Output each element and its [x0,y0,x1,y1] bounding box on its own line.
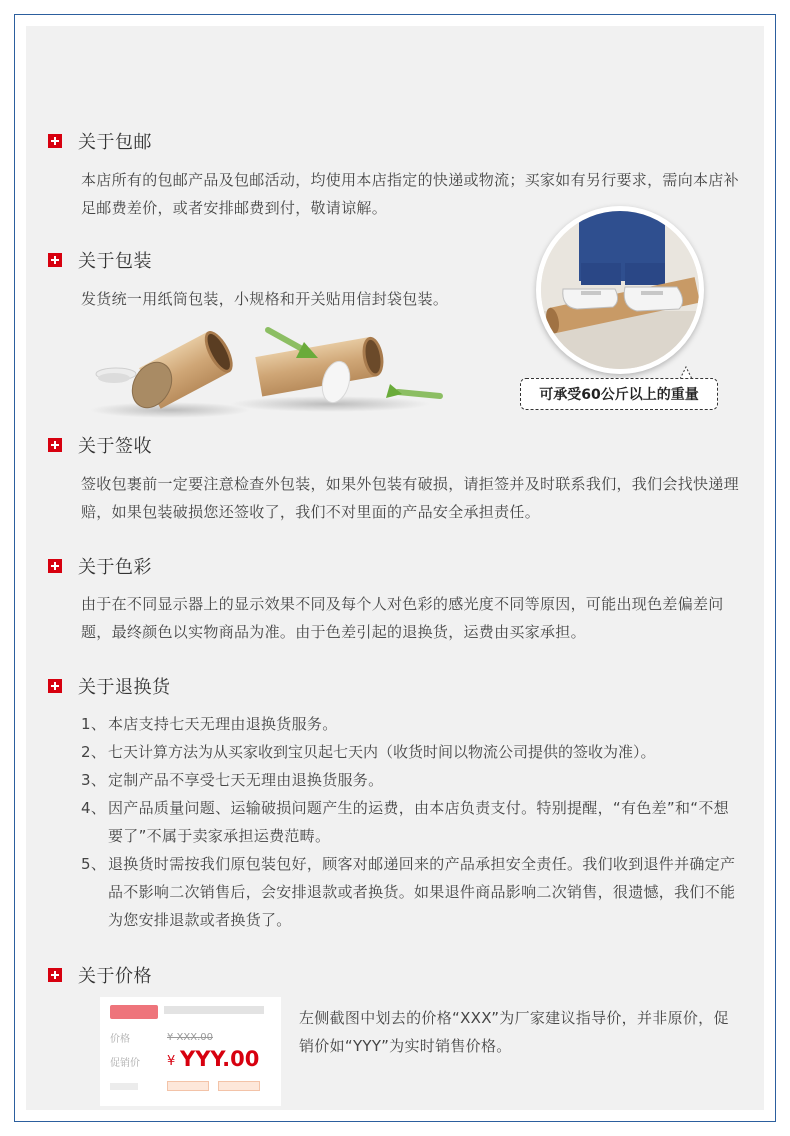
list-item [81,738,746,766]
plus-square-icon [48,438,62,452]
blurred-badge [110,1005,158,1019]
list-item-text: 定制产品不享受七天无理由退换货服务。 [108,771,384,789]
price-text: 左侧截图中划去的价格“XXX”为厂家建议指导价，并非原价，促销价如“YYY”为实时销售价格。 [299,1009,729,1055]
blurred-title [164,1006,264,1014]
plus-square-icon [48,134,62,148]
promo-label: 促销价 [110,1058,140,1069]
weight-caption: 可承受60公斤以上的重量 [520,378,718,410]
section-title-packaging [48,248,152,272]
section-title-price [48,963,152,987]
section-title-signing [48,433,152,457]
list-item-number: 1、 [81,715,107,733]
plus-square-icon [48,253,62,267]
section-title-text: 关于退换货 [78,677,171,698]
section-title-text: 关于色彩 [78,557,152,578]
list-item [81,710,741,738]
plus-square-icon [48,679,62,693]
blurred-label [110,1083,138,1090]
color-text: 由于在不同显示器上的显示效果不同及每个人对色彩的感光度不同等原因，可能出现色差偏差问题，最终颜色以实物商品为准。由于色差引起的退换货，运费由买家承担。 [81,595,724,641]
signing-text: 签收包裹前一定要注意检查外包装，如果外包装有破损，请拒签并及时联系我们，我们会找快递理赔，如果包装破损您还签收了，我们不对里面的产品安全承担责任。 [81,475,739,521]
plus-square-icon [48,559,62,573]
original-price: ¥ XXX.00 [167,1032,213,1043]
list-item [81,766,741,794]
section-title-color [48,554,152,578]
list-item-text: 退换货时需按我们原包装包好，顾客对邮递回来的产品承担安全责任。我们收到退件并确定产品不影响二次销售后，会安排退款或者换货。如果退件商品影响二次销售，很遗憾，我们不能为您安排退款或者换货了。 [108,855,736,929]
section-title-text: 关于包邮 [78,132,152,153]
section-title-text: 关于价格 [78,966,152,987]
list-item-number: 5、 [81,855,107,873]
list-item-text: 七天计算方法为从买家收到宝贝起七天内（收货时间以物流公司提供的签收为准）。 [108,743,656,761]
packaging-text: 发货统一用纸筒包装，小规格和开关贴用信封袋包装。 [81,290,449,308]
promo-price: YYY.00 [180,1047,260,1071]
list-item-number: 3、 [81,771,107,789]
price-screenshot-card [100,997,281,1106]
section-title-returns [48,674,171,698]
list-item-number: 2、 [81,743,107,761]
section-title-text: 关于包装 [78,251,152,272]
tube-packaging-image [90,322,450,422]
section-title-shipping [48,129,152,153]
list-item-text: 本店支持七天无理由退换货服务。 [108,715,338,733]
list-item [81,794,741,850]
list-item-text: 因产品质量问题、运输破损问题产生的运费，由本店负责支付。特别提醒，“有色差”和“不想要了”不属于卖家承担运费范畴。 [108,799,729,845]
list-item-number: 4、 [81,799,107,817]
weight-test-photo [536,206,704,374]
list-item [81,850,741,934]
blurred-tag [167,1081,209,1091]
promo-currency: ¥ [167,1054,176,1069]
price-label: 价格 [110,1034,130,1045]
plus-square-icon [48,968,62,982]
blurred-tag [218,1081,260,1091]
shipping-text: 本店所有的包邮产品及包邮活动，均使用本店指定的快递或物流；买家如有另行要求，需向本店补足邮费差价，或者安排邮费到付，敬请谅解。 [81,171,739,217]
section-title-text: 关于签收 [78,436,152,457]
